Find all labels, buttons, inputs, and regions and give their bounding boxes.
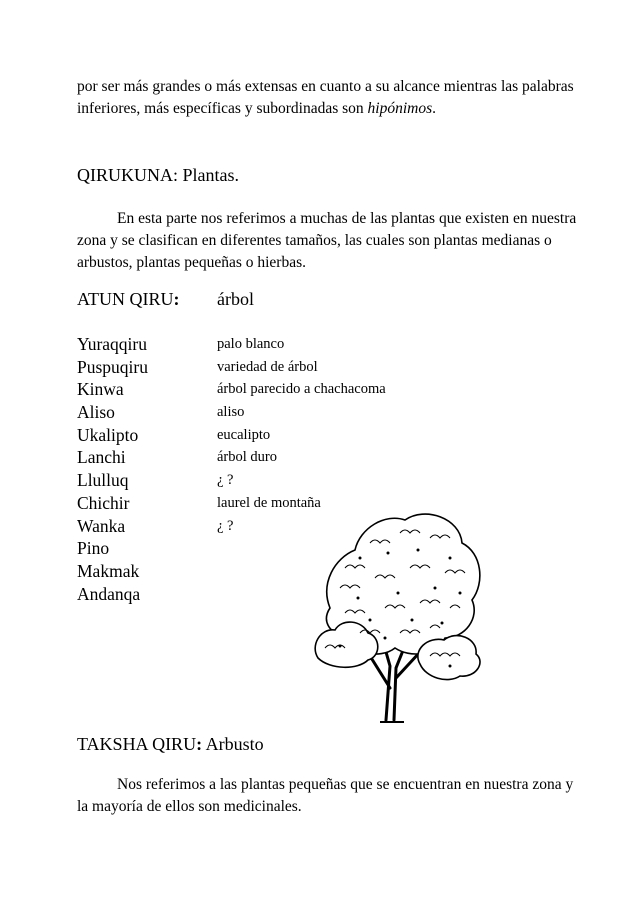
shrubs-heading-quechua: TAKSHA QIRU <box>77 734 197 754</box>
term-row <box>77 469 234 492</box>
trees-heading-colon: : <box>173 289 180 309</box>
tree-illustration <box>300 488 490 728</box>
intro-text: por ser más grandes o más extensas en cuanto a su alcance mientras las palabras inferiores, más específicas y subordinadas son <box>77 78 574 117</box>
trees-heading-quechua: ATUN QIRU <box>77 289 174 309</box>
term-row <box>77 378 386 401</box>
term-quechua: Aliso <box>77 402 115 423</box>
shrubs-heading-colon: : <box>196 734 203 754</box>
term-quechua: Andanqa <box>77 583 141 604</box>
term-quechua: Kinwa <box>77 379 124 400</box>
term-quechua: Llulluq <box>77 470 129 491</box>
intro-italic-term: hipónimos <box>367 100 433 117</box>
plants-paragraph <box>77 208 577 274</box>
term-spanish: variedad de árbol <box>217 358 318 375</box>
term-quechua: Puspuqiru <box>77 356 148 377</box>
term-row <box>77 401 245 424</box>
trees-heading-spanish: árbol <box>217 289 254 309</box>
term-quechua: Ukalipto <box>77 424 139 445</box>
term-row <box>77 560 148 583</box>
term-quechua: Pino <box>77 538 110 559</box>
term-quechua: Yuraqqiru <box>77 334 147 354</box>
term-row <box>77 333 285 356</box>
term-quechua: Lanchi <box>77 447 126 468</box>
term-spanish: laurel de montaña <box>217 494 321 511</box>
term-row <box>77 424 271 447</box>
term-spanish: ¿ ? <box>217 517 234 534</box>
term-row <box>77 537 148 560</box>
term-quechua: Makmak <box>77 560 140 581</box>
term-spanish: ¿ ? <box>217 472 234 489</box>
term-spanish: árbol duro <box>217 449 277 466</box>
plants-heading: QIRUKUNA: Plantas. <box>77 165 239 185</box>
shrubs-paragraph <box>77 774 577 818</box>
shrubs-heading <box>77 734 264 755</box>
term-row <box>77 356 318 379</box>
term-spanish: palo blanco <box>217 336 285 352</box>
tree-terms-list <box>77 333 386 605</box>
term-quechua: Wanka <box>77 515 126 536</box>
shrubs-body-text: Nos referimos a las plantas pequeñas que se encuentran en nuestra zona y la mayoría de ellos son medicinales. <box>77 776 574 815</box>
intro-paragraph <box>77 76 577 120</box>
plants-body-text: En esta parte nos referimos a muchas de las plantas que existen en nuestra zona y se clasifican en diferentes tamaños, las cuales son plantas medianas o arbustos, plantas pequeñas o hierbas. <box>77 210 577 271</box>
term-spanish: aliso <box>217 404 245 421</box>
trees-heading <box>77 289 254 310</box>
term-quechua: Chichir <box>77 492 130 513</box>
term-spanish: eucalipto <box>217 426 271 443</box>
intro-end: . <box>432 100 437 117</box>
term-spanish: árbol parecido a chachacoma <box>217 381 386 398</box>
term-row <box>77 583 148 606</box>
term-row <box>77 492 321 515</box>
term-row <box>77 446 277 469</box>
shrubs-heading-spanish: Arbusto <box>202 734 264 754</box>
term-row <box>77 515 234 538</box>
